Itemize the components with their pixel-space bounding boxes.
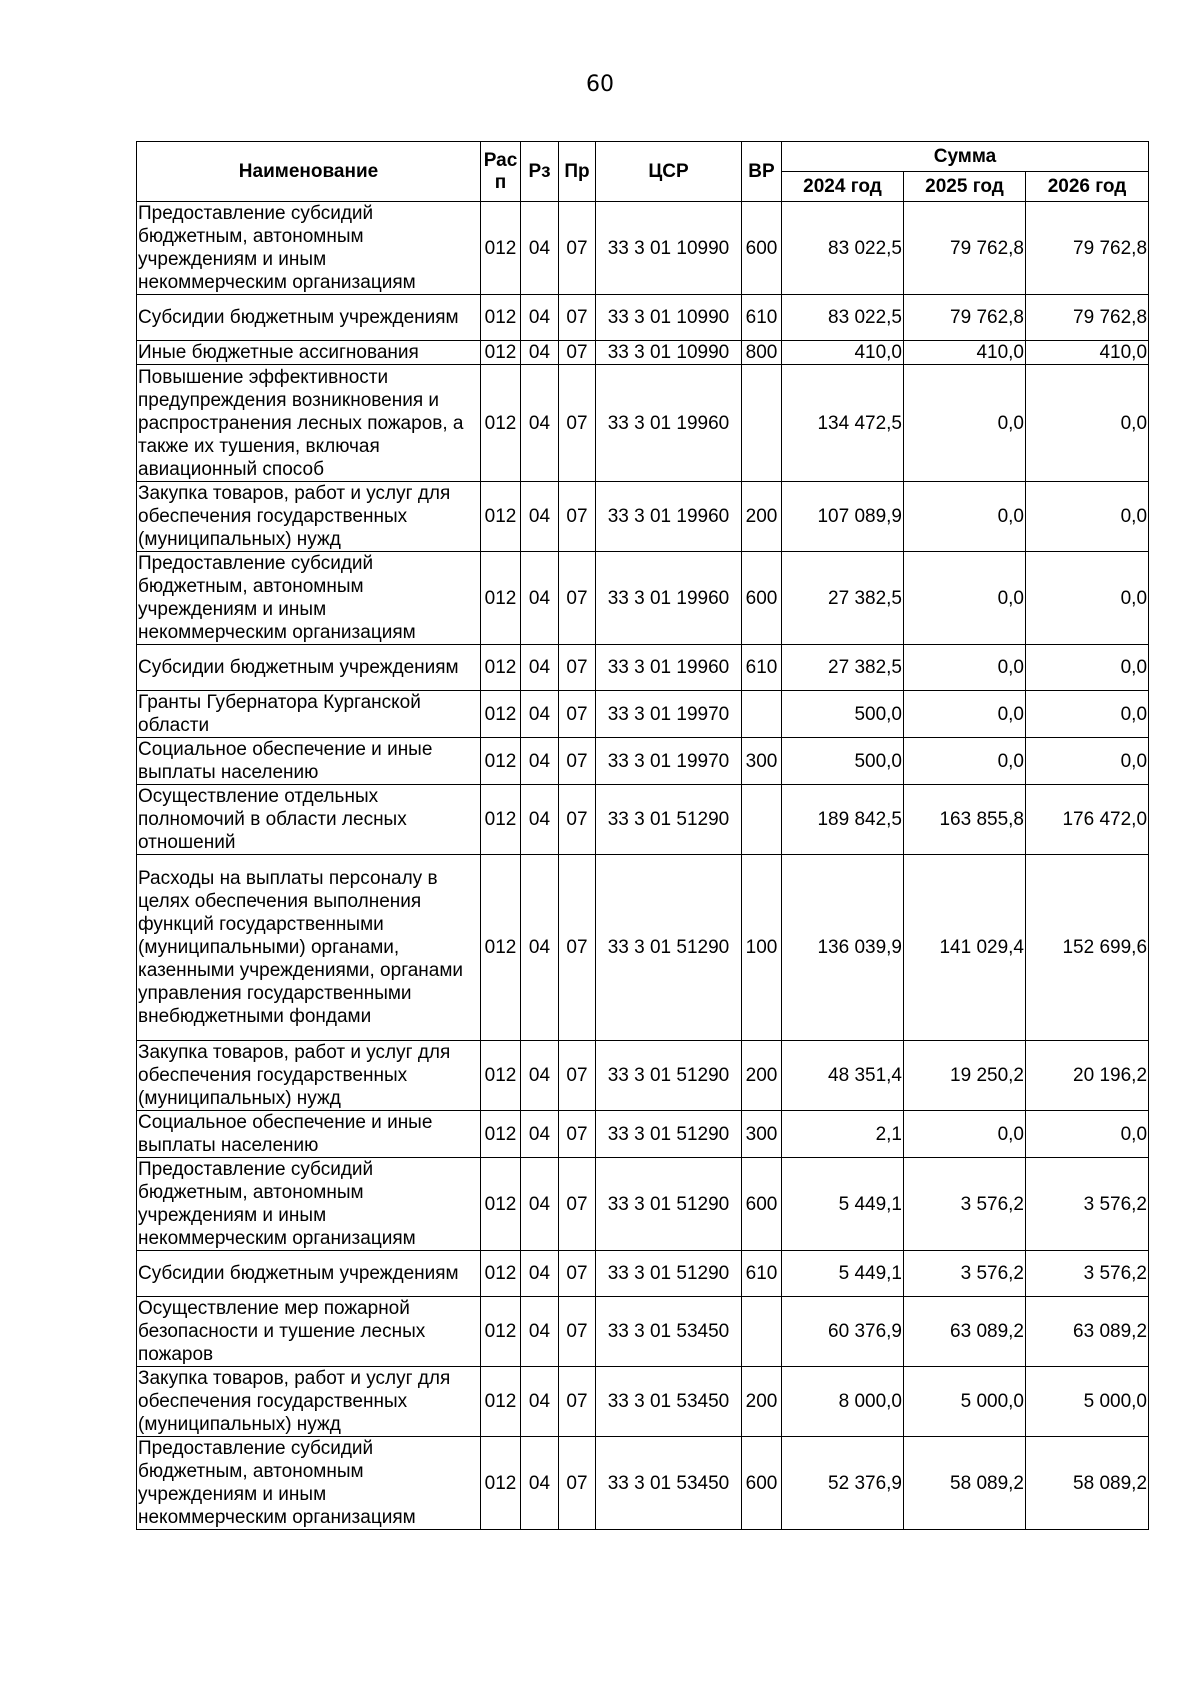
header-rz: Рз bbox=[521, 142, 559, 202]
row-rz: 04 bbox=[521, 1158, 559, 1251]
row-pr: 07 bbox=[559, 365, 596, 482]
table-header bbox=[137, 142, 1149, 202]
row-name: Закупка товаров, работ и услуг для обеспечения государственных (муниципальных) нужд bbox=[137, 482, 481, 552]
row-pr: 07 bbox=[559, 1158, 596, 1251]
row-rz: 04 bbox=[521, 785, 559, 855]
table-row bbox=[137, 552, 1149, 645]
row-vr: 200 bbox=[742, 1367, 782, 1437]
table-row bbox=[137, 365, 1149, 482]
row-amount-2024: 189 842,5 bbox=[782, 785, 904, 855]
table-row bbox=[137, 855, 1149, 1041]
row-amount-2026: 20 196,2 bbox=[1026, 1041, 1149, 1111]
row-pr: 07 bbox=[559, 738, 596, 785]
table-row bbox=[137, 482, 1149, 552]
row-rasp: 012 bbox=[481, 295, 521, 341]
row-pr: 07 bbox=[559, 1251, 596, 1297]
budget-table bbox=[136, 141, 1149, 1530]
row-csr: 33 3 01 19960 bbox=[596, 482, 742, 552]
row-amount-2025: 0,0 bbox=[904, 482, 1026, 552]
row-amount-2025: 79 762,8 bbox=[904, 202, 1026, 295]
table-body bbox=[137, 202, 1149, 1530]
row-amount-2025: 5 000,0 bbox=[904, 1367, 1026, 1437]
table-row bbox=[137, 295, 1149, 341]
table-row bbox=[137, 1041, 1149, 1111]
row-vr: 610 bbox=[742, 1251, 782, 1297]
header-sum: Сумма bbox=[782, 142, 1149, 172]
row-amount-2026: 0,0 bbox=[1026, 691, 1149, 738]
row-rz: 04 bbox=[521, 365, 559, 482]
table-row bbox=[137, 645, 1149, 691]
row-csr: 33 3 01 51290 bbox=[596, 1111, 742, 1158]
row-amount-2025: 410,0 bbox=[904, 341, 1026, 365]
row-vr: 200 bbox=[742, 482, 782, 552]
row-csr: 33 3 01 10990 bbox=[596, 341, 742, 365]
row-amount-2026: 152 699,6 bbox=[1026, 855, 1149, 1041]
row-rasp: 012 bbox=[481, 645, 521, 691]
row-rz: 04 bbox=[521, 738, 559, 785]
row-pr: 07 bbox=[559, 341, 596, 365]
header-pr: Пр bbox=[559, 142, 596, 202]
row-pr: 07 bbox=[559, 855, 596, 1041]
row-vr: 300 bbox=[742, 1111, 782, 1158]
table-row bbox=[137, 785, 1149, 855]
row-amount-2025: 79 762,8 bbox=[904, 295, 1026, 341]
row-rz: 04 bbox=[521, 552, 559, 645]
header-rasp bbox=[481, 142, 521, 202]
row-amount-2024: 410,0 bbox=[782, 341, 904, 365]
row-amount-2025: 0,0 bbox=[904, 645, 1026, 691]
row-amount-2026: 0,0 bbox=[1026, 645, 1149, 691]
row-amount-2025: 58 089,2 bbox=[904, 1437, 1026, 1530]
row-pr: 07 bbox=[559, 295, 596, 341]
row-rasp: 012 bbox=[481, 785, 521, 855]
table-row bbox=[137, 341, 1149, 365]
row-pr: 07 bbox=[559, 552, 596, 645]
row-amount-2025: 0,0 bbox=[904, 552, 1026, 645]
row-csr: 33 3 01 51290 bbox=[596, 855, 742, 1041]
row-rz: 04 bbox=[521, 691, 559, 738]
row-name: Субсидии бюджетным учреждениям bbox=[137, 1251, 481, 1297]
row-amount-2024: 27 382,5 bbox=[782, 552, 904, 645]
row-amount-2026: 0,0 bbox=[1026, 482, 1149, 552]
row-vr bbox=[742, 785, 782, 855]
header-year-2024: 2024 год bbox=[782, 172, 904, 202]
row-pr: 07 bbox=[559, 202, 596, 295]
row-name: Предоставление субсидий бюджетным, автономным учреждениям и иным некоммерческим организациям bbox=[137, 202, 481, 295]
row-amount-2025: 0,0 bbox=[904, 691, 1026, 738]
table-row bbox=[137, 691, 1149, 738]
row-vr: 610 bbox=[742, 295, 782, 341]
row-rasp: 012 bbox=[481, 202, 521, 295]
table-row bbox=[137, 1158, 1149, 1251]
row-name: Закупка товаров, работ и услуг для обеспечения государственных (муниципальных) нужд bbox=[137, 1041, 481, 1111]
table-row bbox=[137, 1437, 1149, 1530]
row-csr: 33 3 01 19960 bbox=[596, 645, 742, 691]
row-rz: 04 bbox=[521, 1367, 559, 1437]
row-rz: 04 bbox=[521, 1297, 559, 1367]
row-amount-2025: 141 029,4 bbox=[904, 855, 1026, 1041]
row-amount-2024: 500,0 bbox=[782, 738, 904, 785]
row-amount-2024: 107 089,9 bbox=[782, 482, 904, 552]
header-csr: ЦСР bbox=[596, 142, 742, 202]
row-pr: 07 bbox=[559, 482, 596, 552]
row-rz: 04 bbox=[521, 645, 559, 691]
row-amount-2025: 163 855,8 bbox=[904, 785, 1026, 855]
table-row bbox=[137, 1251, 1149, 1297]
row-amount-2025: 3 576,2 bbox=[904, 1251, 1026, 1297]
row-name: Повышение эффективности предупреждения возникновения и распространения лесных пожаров, а также их тушения, включая авиационный способ bbox=[137, 365, 481, 482]
row-pr: 07 bbox=[559, 1437, 596, 1530]
table-row bbox=[137, 1111, 1149, 1158]
row-amount-2026: 3 576,2 bbox=[1026, 1158, 1149, 1251]
row-rz: 04 bbox=[521, 295, 559, 341]
row-amount-2024: 52 376,9 bbox=[782, 1437, 904, 1530]
row-amount-2024: 5 449,1 bbox=[782, 1158, 904, 1251]
row-rasp: 012 bbox=[481, 1367, 521, 1437]
header-rasp-bottom: п bbox=[494, 171, 507, 193]
row-csr: 33 3 01 51290 bbox=[596, 1158, 742, 1251]
row-rasp: 012 bbox=[481, 1041, 521, 1111]
row-pr: 07 bbox=[559, 1367, 596, 1437]
row-name: Предоставление субсидий бюджетным, автономным учреждениям и иным некоммерческим организациям bbox=[137, 1158, 481, 1251]
row-csr: 33 3 01 19960 bbox=[596, 365, 742, 482]
row-rz: 04 bbox=[521, 1437, 559, 1530]
row-amount-2026: 3 576,2 bbox=[1026, 1251, 1149, 1297]
row-vr: 610 bbox=[742, 645, 782, 691]
row-rasp: 012 bbox=[481, 552, 521, 645]
header-rasp-top: Рас bbox=[483, 149, 518, 171]
row-amount-2025: 0,0 bbox=[904, 1111, 1026, 1158]
row-amount-2024: 8 000,0 bbox=[782, 1367, 904, 1437]
row-amount-2024: 60 376,9 bbox=[782, 1297, 904, 1367]
row-vr: 600 bbox=[742, 202, 782, 295]
row-rz: 04 bbox=[521, 202, 559, 295]
row-name: Субсидии бюджетным учреждениям bbox=[137, 295, 481, 341]
table-row bbox=[137, 1297, 1149, 1367]
row-pr: 07 bbox=[559, 785, 596, 855]
header-year-2026: 2026 год bbox=[1026, 172, 1149, 202]
row-amount-2026: 176 472,0 bbox=[1026, 785, 1149, 855]
row-pr: 07 bbox=[559, 691, 596, 738]
row-rasp: 012 bbox=[481, 855, 521, 1041]
row-rz: 04 bbox=[521, 855, 559, 1041]
row-csr: 33 3 01 19970 bbox=[596, 691, 742, 738]
row-vr: 600 bbox=[742, 1437, 782, 1530]
row-rasp: 012 bbox=[481, 1437, 521, 1530]
row-name: Социальное обеспечение и иные выплаты населению bbox=[137, 1111, 481, 1158]
row-rasp: 012 bbox=[481, 341, 521, 365]
row-rasp: 012 bbox=[481, 691, 521, 738]
header-name: Наименование bbox=[137, 142, 481, 202]
row-amount-2024: 2,1 bbox=[782, 1111, 904, 1158]
row-amount-2026: 0,0 bbox=[1026, 1111, 1149, 1158]
row-csr: 33 3 01 19970 bbox=[596, 738, 742, 785]
header-year-2025: 2025 год bbox=[904, 172, 1026, 202]
row-amount-2024: 134 472,5 bbox=[782, 365, 904, 482]
row-amount-2025: 63 089,2 bbox=[904, 1297, 1026, 1367]
row-amount-2024: 83 022,5 bbox=[782, 202, 904, 295]
table-row bbox=[137, 738, 1149, 785]
page-number: 60 bbox=[586, 72, 614, 97]
row-rasp: 012 bbox=[481, 1297, 521, 1367]
row-amount-2026: 79 762,8 bbox=[1026, 202, 1149, 295]
header-vr: ВР bbox=[742, 142, 782, 202]
row-vr bbox=[742, 1297, 782, 1367]
row-vr bbox=[742, 691, 782, 738]
row-amount-2026: 79 762,8 bbox=[1026, 295, 1149, 341]
row-name: Предоставление субсидий бюджетным, автономным учреждениям и иным некоммерческим организациям bbox=[137, 552, 481, 645]
row-amount-2026: 0,0 bbox=[1026, 365, 1149, 482]
row-amount-2026: 0,0 bbox=[1026, 738, 1149, 785]
row-amount-2025: 0,0 bbox=[904, 365, 1026, 482]
row-rz: 04 bbox=[521, 1041, 559, 1111]
row-vr: 800 bbox=[742, 341, 782, 365]
row-amount-2026: 0,0 bbox=[1026, 552, 1149, 645]
row-amount-2024: 48 351,4 bbox=[782, 1041, 904, 1111]
row-amount-2024: 136 039,9 bbox=[782, 855, 904, 1041]
row-name: Социальное обеспечение и иные выплаты населению bbox=[137, 738, 481, 785]
row-csr: 33 3 01 10990 bbox=[596, 295, 742, 341]
row-name: Осуществление отдельных полномочий в области лесных отношений bbox=[137, 785, 481, 855]
row-rasp: 012 bbox=[481, 1158, 521, 1251]
row-csr: 33 3 01 51290 bbox=[596, 1041, 742, 1111]
row-amount-2026: 63 089,2 bbox=[1026, 1297, 1149, 1367]
row-rz: 04 bbox=[521, 1111, 559, 1158]
row-pr: 07 bbox=[559, 1111, 596, 1158]
row-pr: 07 bbox=[559, 645, 596, 691]
row-csr: 33 3 01 53450 bbox=[596, 1437, 742, 1530]
row-pr: 07 bbox=[559, 1041, 596, 1111]
row-csr: 33 3 01 10990 bbox=[596, 202, 742, 295]
row-amount-2025: 19 250,2 bbox=[904, 1041, 1026, 1111]
row-vr bbox=[742, 365, 782, 482]
row-rz: 04 bbox=[521, 482, 559, 552]
row-amount-2024: 83 022,5 bbox=[782, 295, 904, 341]
row-csr: 33 3 01 51290 bbox=[596, 785, 742, 855]
row-rasp: 012 bbox=[481, 1111, 521, 1158]
row-amount-2026: 5 000,0 bbox=[1026, 1367, 1149, 1437]
row-name: Субсидии бюджетным учреждениям bbox=[137, 645, 481, 691]
row-vr: 600 bbox=[742, 552, 782, 645]
row-vr: 300 bbox=[742, 738, 782, 785]
row-vr: 100 bbox=[742, 855, 782, 1041]
row-name: Осуществление мер пожарной безопасности и тушение лесных пожаров bbox=[137, 1297, 481, 1367]
row-name: Предоставление субсидий бюджетным, автономным учреждениям и иным некоммерческим организациям bbox=[137, 1437, 481, 1530]
row-rasp: 012 bbox=[481, 365, 521, 482]
row-name: Расходы на выплаты персоналу в целях обеспечения выполнения функций государственными (муниципальными) органами, казенными учреждениями, органами управления государственными внебюджетными фондами bbox=[137, 855, 481, 1041]
row-name: Закупка товаров, работ и услуг для обеспечения государственных (муниципальных) нужд bbox=[137, 1367, 481, 1437]
row-pr: 07 bbox=[559, 1297, 596, 1367]
row-csr: 33 3 01 53450 bbox=[596, 1297, 742, 1367]
row-csr: 33 3 01 53450 bbox=[596, 1367, 742, 1437]
row-amount-2024: 27 382,5 bbox=[782, 645, 904, 691]
row-vr: 200 bbox=[742, 1041, 782, 1111]
row-name: Гранты Губернатора Курганской области bbox=[137, 691, 481, 738]
row-vr: 600 bbox=[742, 1158, 782, 1251]
row-amount-2024: 500,0 bbox=[782, 691, 904, 738]
table-row bbox=[137, 1367, 1149, 1437]
row-amount-2025: 3 576,2 bbox=[904, 1158, 1026, 1251]
row-amount-2026: 410,0 bbox=[1026, 341, 1149, 365]
row-name: Иные бюджетные ассигнования bbox=[137, 341, 481, 365]
row-amount-2025: 0,0 bbox=[904, 738, 1026, 785]
row-rasp: 012 bbox=[481, 738, 521, 785]
table-row bbox=[137, 202, 1149, 295]
row-amount-2026: 58 089,2 bbox=[1026, 1437, 1149, 1530]
row-csr: 33 3 01 19960 bbox=[596, 552, 742, 645]
row-rasp: 012 bbox=[481, 1251, 521, 1297]
row-rz: 04 bbox=[521, 1251, 559, 1297]
row-rasp: 012 bbox=[481, 482, 521, 552]
row-csr: 33 3 01 51290 bbox=[596, 1251, 742, 1297]
row-rz: 04 bbox=[521, 341, 559, 365]
row-amount-2024: 5 449,1 bbox=[782, 1251, 904, 1297]
